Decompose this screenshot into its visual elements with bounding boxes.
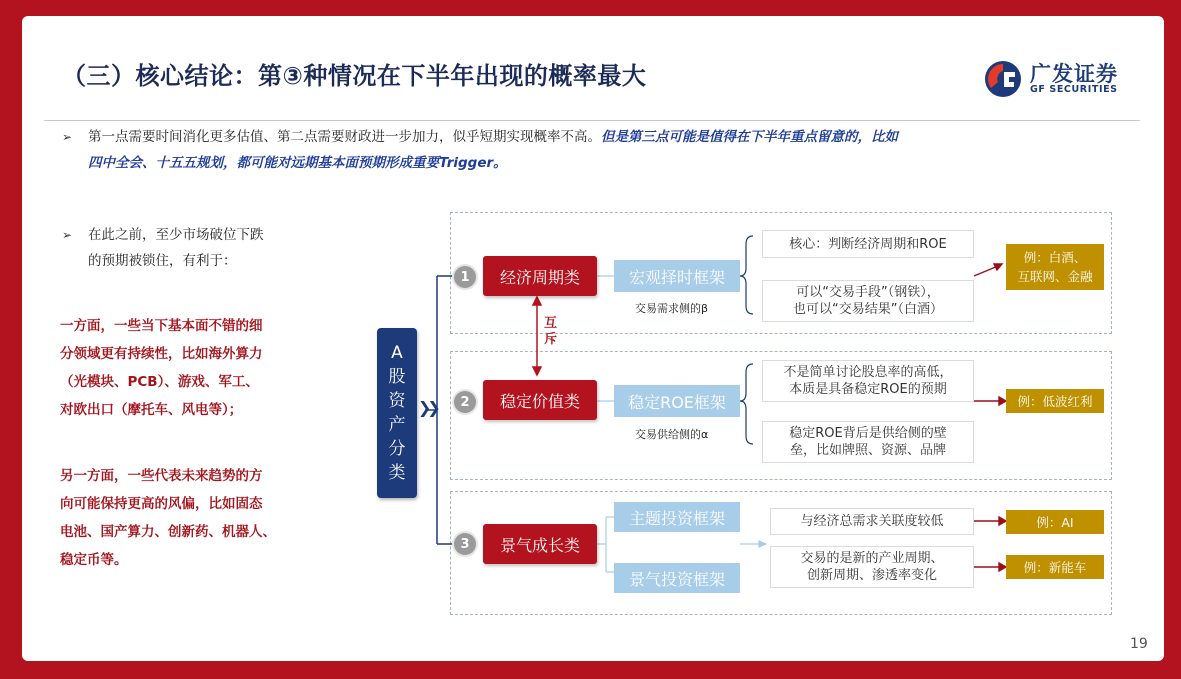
category-prosperity-growth: 景气成长类: [483, 524, 597, 564]
frame-prosperity-investing: 景气投资框架: [614, 563, 740, 593]
row-subtext: 交易需求侧的β: [635, 302, 709, 315]
root-char: 股: [388, 367, 406, 387]
desc-line: 垒，比如牌照、资源、品牌: [789, 443, 946, 458]
red-line: 一方面，一些当下基本面不错的细: [60, 318, 263, 334]
row-number-badge: 3: [454, 533, 476, 555]
row-number-badge: 1: [454, 266, 476, 288]
desc-box: [762, 280, 974, 322]
intro-emphasis-2: 四中全会、十五五规划，都可能对远期基本面预期形成重要Trigger。: [88, 155, 507, 171]
example-box: 例：新能车: [1006, 555, 1104, 579]
category-economic-cycle: 经济周期类: [483, 256, 597, 296]
example-box: [1006, 244, 1104, 290]
frame-macro-timing: 宏观择时框架: [614, 260, 740, 292]
mutex-char: 互: [544, 316, 558, 331]
red-line: 另一方面，一些代表未来趋势的方: [60, 468, 263, 484]
example-line: 互联网、金融: [1017, 269, 1093, 284]
root-char: 产: [388, 415, 406, 435]
desc-box: [770, 546, 974, 588]
red-line: （光模块、PCB）、游戏、军工、: [60, 374, 259, 390]
a-share-classification-box: [377, 328, 417, 498]
desc-line: 与经济总需求关联度较低: [800, 514, 944, 529]
desc-box: [770, 508, 974, 535]
root-char: 分: [388, 439, 406, 459]
page-title: （三）核心结论：第③种情况在下半年出现的概率最大: [62, 62, 647, 90]
example-box: 例：低波红利: [1006, 389, 1104, 413]
example-box: 例：AI: [1006, 510, 1104, 534]
frame-stable-roe: 稳定ROE框架: [614, 385, 740, 417]
category-stable-value: 稳定价值类: [483, 380, 597, 420]
desc-box: [762, 360, 974, 402]
intro-emphasis-1: 但是第三点可能是值得在下半年重点留意的，比如: [601, 129, 898, 145]
intro-normal: 第一点需要时间消化更多估值、第二点需要财政进一步加力，似乎短期实现概率不高。: [88, 129, 601, 145]
page-number: 19: [1130, 636, 1148, 652]
desc-line: 本质是具备稳定ROE的预期: [789, 382, 947, 397]
double-chevron-icon: ❯❯: [418, 398, 437, 417]
desc-box: [762, 421, 974, 463]
mutex-char: 斥: [544, 332, 558, 347]
desc-line: 不是简单讨论股息率的高低，: [783, 365, 953, 380]
mutex-label: [544, 316, 557, 348]
red-line: 分领域更有持续性，比如海外算力: [60, 346, 263, 362]
frame-thematic-investing: 主题投资框架: [614, 502, 740, 532]
root-char: 资: [388, 391, 406, 411]
desc-line: 创新周期、渗透率变化: [806, 568, 937, 583]
row-number-badge: 2: [454, 391, 476, 413]
red-line: 稳定币等。: [60, 552, 128, 568]
red-line: 向可能保持更高的风偏，比如固态: [60, 496, 263, 512]
example-line: 例：白酒、: [1023, 250, 1087, 265]
row-subtext: 交易供给侧的α: [635, 428, 709, 441]
connector-lines: [22, 16, 1164, 661]
left-intro-line: 的预期被锁住，有利于：: [88, 253, 237, 269]
desc-line: 也可以“交易结果”（白酒）: [793, 302, 943, 317]
bullet-arrow-icon: ➢: [62, 228, 73, 242]
desc-line: 核心：判断经济周期和ROE: [789, 236, 947, 252]
bullet-arrow-icon: ➢: [62, 130, 73, 144]
desc-box: [762, 230, 974, 258]
logo-text-en: GF SECURITIES: [1030, 84, 1118, 95]
desc-line: 稳定ROE背后是供给侧的壁: [789, 426, 947, 441]
root-char: A: [391, 343, 403, 363]
slide: [22, 16, 1164, 661]
desc-line: 可以“交易手段”（钢铁），: [796, 285, 940, 300]
logo-text-cn: 广发证券: [1030, 62, 1118, 86]
red-line: 对欧出口（摩托车、风电等）；: [60, 402, 243, 418]
desc-line: 交易的是新的产业周期、: [800, 551, 944, 566]
red-line: 电池、国产算力、创新药、机器人、: [60, 524, 276, 540]
root-char: 类: [388, 463, 406, 483]
left-intro-line: 在此之前，至少市场破位下跌: [88, 227, 264, 243]
